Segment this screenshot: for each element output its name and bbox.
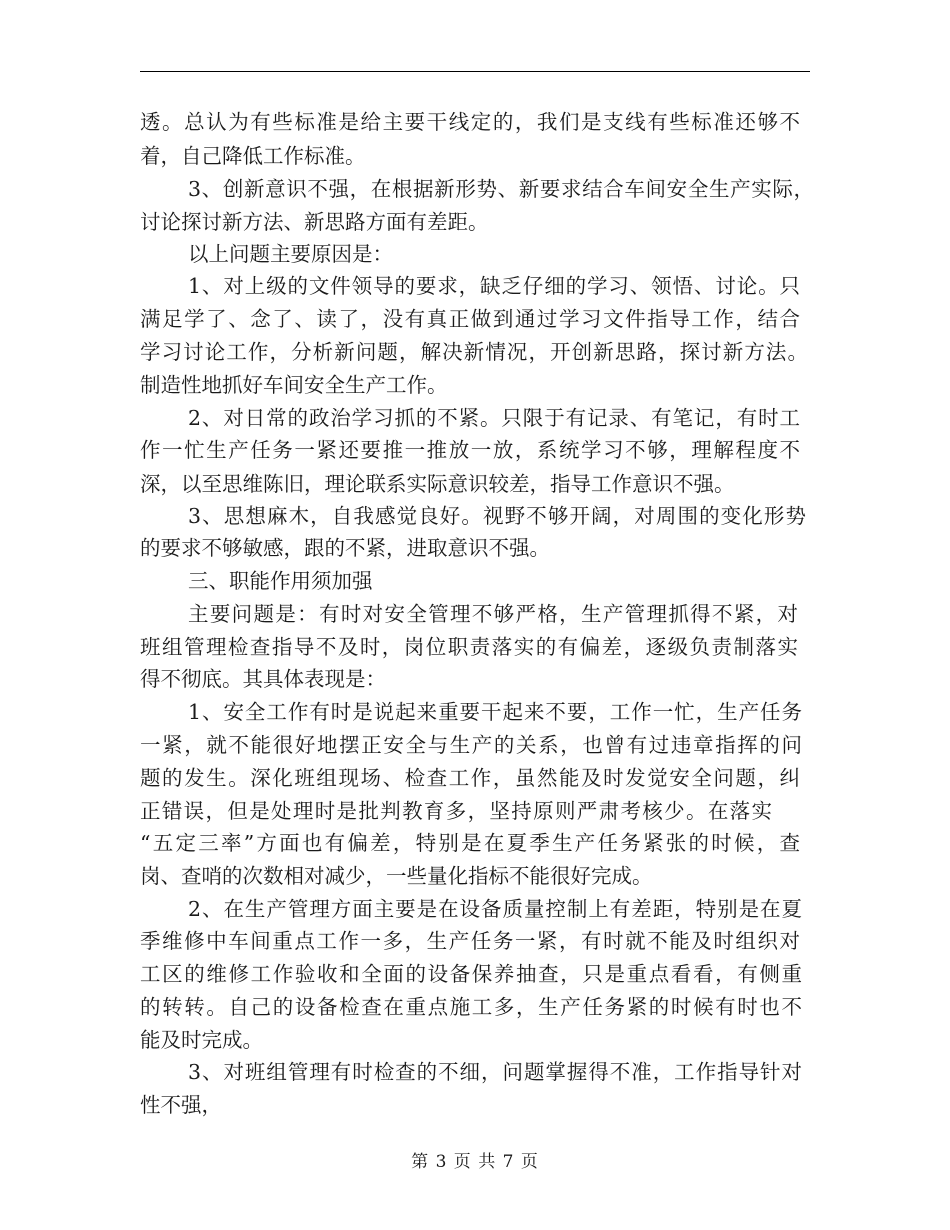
text-line: 主要问题是：有时对安全管理不够严格，生产管理抓得不紧，对 [188,602,798,626]
text-line: 制造性地抓好车间安全生产工作。 [140,373,448,397]
text-line: 作一忙生产任务一紧还要推一推放一放，系统学习不够，理解程度不 [140,438,800,462]
text-line: 透。总认为有些标准是给主要干线定的，我们是支线有些标准还够不 [140,110,800,134]
text-line: 3、对班组管理有时检查的不细，问题掌握得不准，工作指导针对 [188,1060,802,1084]
text-line: 满足学了、念了、读了，没有真正做到通过学习文件指导工作，结合 [140,307,800,331]
text-line: 的转转。自己的设备检查在重点施工多，生产任务紧的时候有时也不 [140,995,802,1019]
text-line: 的要求不够敏感，跟的不紧，进取意识不强。 [140,536,550,560]
text-line: 班组管理检查指导不及时，岗位职责落实的有偏差，逐级负责制落实 [140,635,798,659]
text-line: 1、对上级的文件领导的要求，缺乏仔细的学习、领悟、讨论。只 [188,274,800,298]
text-line: 2、在生产管理方面主要是在设备质量控制上有差距，特别是在夏 [188,897,802,921]
header-rule [140,71,810,72]
text-line: 3、创新意识不强，在根据新形势、新要求结合车间安全生产实际， [188,177,814,201]
text-line: 季维修中车间重点工作一多，生产任务一紧，有时就不能及时组织对 [140,929,800,953]
text-line: 3、思想麻木，自我感觉良好。视野不够开阔，对周围的变化形势 [188,504,806,528]
section-heading: 三、职能作用须加强 [188,569,373,593]
text-line: 以上问题主要原因是： [188,242,393,266]
text-line: 一紧，就不能很好地摆正安全与生产的关系，也曾有过违章指挥的问 [140,733,802,757]
page-number: 第 3 页 共 7 页 [411,1152,539,1172]
text-line: 2、对日常的政治学习抓的不紧。只限于有记录、有笔记，有时工 [188,406,800,430]
text-line: 正错误，但是处理时是批判教育多，坚持原则严肃考核少。在落实 [140,799,772,823]
text-line: 工区的维修工作验收和全面的设备保养抽查，只是重点看看，有侧重 [140,962,802,986]
text-line: 学习讨论工作，分析新问题，解决新情况，开创新思路，探讨新方法。 [140,340,808,364]
text-line: 着，自己降低工作标准。 [140,144,366,168]
text-line: 讨论探讨新方法、新思路方面有差距。 [140,210,489,234]
text-line: “五定三率”方面也有偏差，特别是在夏季生产任务紧张的时候，查 [140,831,800,855]
text-line: 得不彻底。其具体表现是： [140,667,386,691]
text-line: 性不强， [140,1093,222,1117]
text-line: 深，以至思维陈旧，理论联系实际意识较差，指导工作意识不强。 [140,472,735,496]
text-line: 岗、查哨的次数相对减少，一些量化指标不能很好完成。 [140,864,653,888]
text-line: 1、安全工作有时是说起来重要干起来不要，工作一忙，生产任务 [188,700,802,724]
text-line: 能及时完成。 [140,1028,263,1052]
text-line: 题的发生。深化班组现场、检查工作，虽然能及时发觉安全问题，纠 [140,766,800,790]
